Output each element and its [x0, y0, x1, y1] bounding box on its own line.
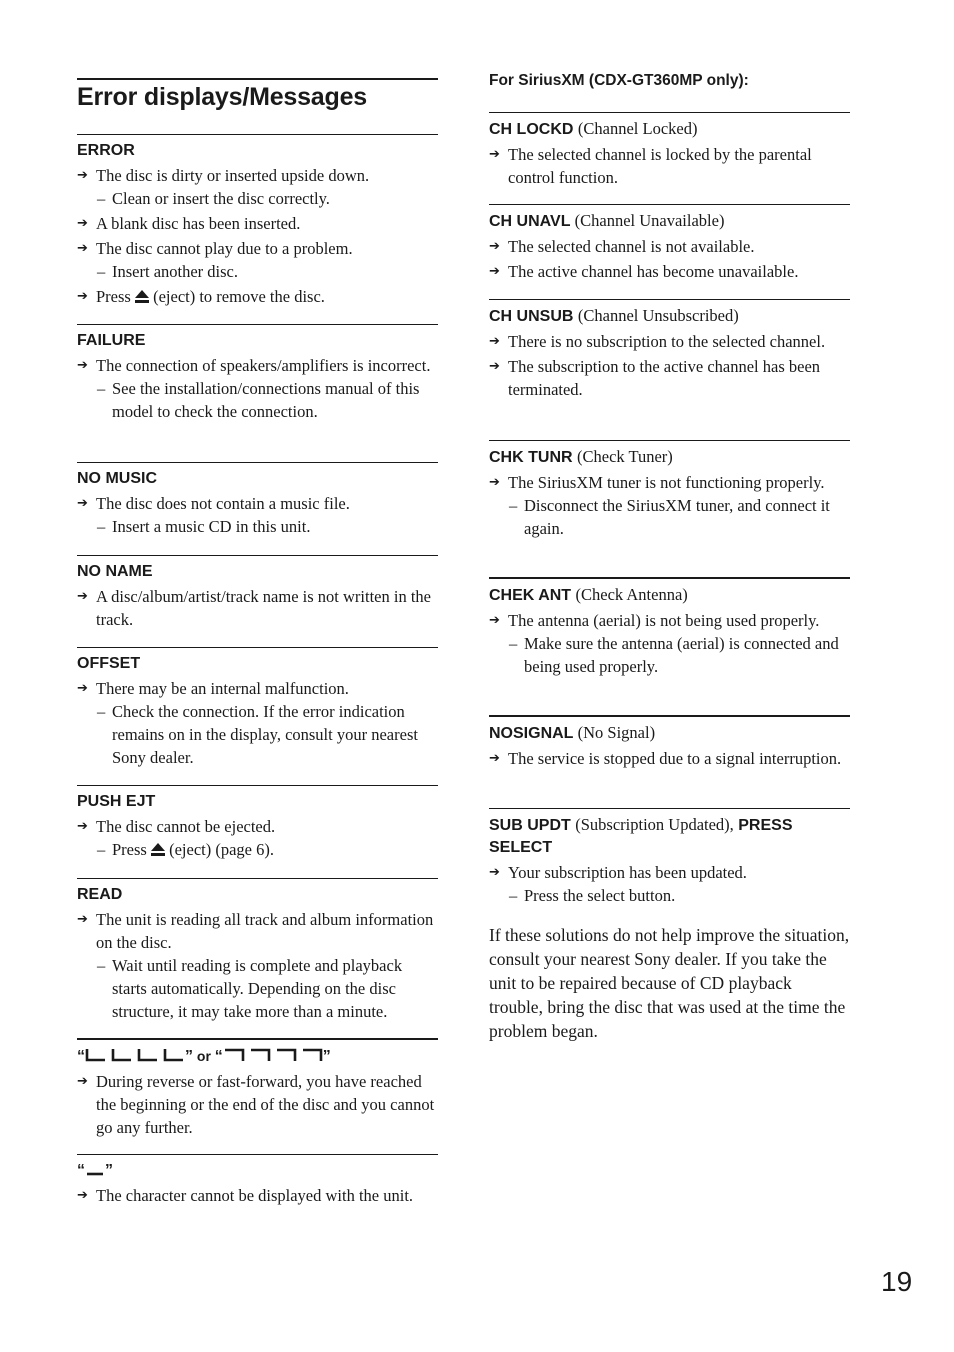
divider	[489, 715, 850, 717]
list-item: ➔ The active channel has become unavailable.	[489, 262, 799, 281]
divider	[77, 555, 438, 556]
section-sub-updt	[489, 808, 850, 907]
section-corner-symbols	[77, 1038, 438, 1139]
list-item: ➔ The antenna (aerial) is not being used properly.	[489, 611, 820, 630]
dash-bullet: –	[97, 517, 106, 536]
section-heading: FAILURE	[77, 332, 146, 349]
dash-bullet: –	[97, 956, 106, 975]
dash-bullet: –	[97, 189, 106, 208]
dash-bullet: –	[97, 702, 106, 721]
section-heading: SUB UPDT (Subscription Updated), PRESS SELECT	[489, 815, 793, 856]
sub-item: – Clean or insert the disc correctly.	[97, 189, 330, 208]
dash-bullet: –	[509, 634, 518, 653]
sub-item: – Check the connection. If the error indication remains on in the display, consult your nearest Sony dealer.	[97, 702, 418, 767]
section-ch-lockd	[489, 112, 850, 189]
section-dash-symbol	[77, 1154, 438, 1207]
divider	[77, 878, 438, 879]
divider	[77, 462, 438, 463]
divider	[489, 299, 850, 300]
divider	[77, 134, 438, 135]
divider	[77, 324, 438, 325]
page-title: Error displays/Messages	[77, 83, 367, 111]
arrow-icon: ➔	[77, 681, 88, 696]
section-heading: CHK TUNR (Check Tuner)	[489, 447, 673, 466]
arrow-icon: ➔	[489, 334, 500, 349]
list-item: ➔ The subscription to the active channel has been terminated.	[489, 357, 821, 399]
section-ch-unsub	[489, 299, 850, 401]
page-number: 19	[881, 1266, 913, 1297]
list-item: ➔ The selected channel is not available.	[489, 237, 755, 256]
arrow-icon: ➔	[489, 865, 500, 880]
dash-bullet: –	[509, 886, 518, 905]
section-heading: “ ” or “ ”	[77, 1048, 331, 1065]
closing-paragraph: If these solutions do not help improve the situation, consult your nearest Sony dealer. If you take the unit to be repaired because of CD playback trouble, bring the disc that was used at the time the problem began.	[489, 925, 850, 1041]
sub-item: – Wait until reading is complete and playback starts automatically. Depending on the disc structure, it may take more than a minute.	[97, 956, 403, 1021]
title-rule	[77, 78, 438, 80]
arrow-icon: ➔	[77, 819, 88, 834]
arrow-icon: ➔	[77, 589, 88, 604]
arrow-icon: ➔	[489, 359, 500, 374]
dash-bullet: –	[509, 496, 518, 515]
list-item: ➔ Press (eject) to remove the disc.	[77, 287, 325, 306]
arrow-icon: ➔	[489, 264, 500, 279]
arrow-icon: ➔	[489, 475, 500, 490]
list-item: ➔ During reverse or fast-forward, you have reached the beginning or the end of the disc and you cannot go any further.	[77, 1072, 435, 1137]
section-heading: PUSH EJT	[77, 793, 156, 810]
list-item: ➔ The service is stopped due to a signal interruption.	[489, 749, 842, 768]
list-item: ➔ The selected channel is locked by the parental control function.	[489, 145, 812, 187]
divider	[489, 112, 850, 113]
sub-item: – Press the select button.	[509, 886, 676, 905]
list-item: ➔ The character cannot be displayed with the unit.	[77, 1186, 414, 1205]
section-failure	[77, 324, 438, 423]
section-heading: CH UNAVL (Channel Unavailable)	[489, 211, 725, 230]
arrow-icon: ➔	[77, 1188, 88, 1203]
arrow-icon: ➔	[489, 147, 500, 162]
list-item: ➔ The disc cannot be ejected.	[77, 817, 276, 836]
sub-item: – Insert another disc.	[97, 262, 238, 281]
divider	[77, 1154, 438, 1155]
segment-low-corner-icon	[85, 1048, 185, 1062]
divider	[489, 204, 850, 205]
arrow-icon: ➔	[489, 751, 500, 766]
sub-item: – Make sure the antenna (aerial) is connected and being used properly.	[509, 634, 839, 676]
section-heading: ERROR	[77, 142, 135, 159]
section-heading: NOSIGNAL (No Signal)	[489, 723, 656, 742]
arrow-icon: ➔	[489, 239, 500, 254]
section-heading: “ ”	[77, 1162, 113, 1179]
eject-icon	[135, 290, 149, 303]
section-heading: CH UNSUB (Channel Unsubscribed)	[489, 306, 739, 325]
list-item: ➔ The SiriusXM tuner is not functioning properly.	[489, 473, 825, 492]
divider	[489, 577, 850, 579]
section-offset	[77, 647, 438, 769]
sub-item: – Insert a music CD in this unit.	[97, 517, 311, 536]
list-item: ➔ A blank disc has been inserted.	[77, 214, 301, 233]
list-item: ➔ Your subscription has been updated.	[489, 863, 747, 882]
list-item: ➔ There is no subscription to the selected channel.	[489, 332, 826, 351]
list-item: ➔ The connection of speakers/amplifiers is incorrect.	[77, 356, 431, 375]
sub-item: – Press (eject) (page 6).	[97, 840, 274, 859]
siriusxm-heading: For SiriusXM (CDX-GT360MP only):	[489, 72, 749, 89]
segment-high-corner-icon	[223, 1048, 323, 1062]
list-item: ➔ The disc is dirty or inserted upside down.	[77, 166, 370, 185]
section-heading: CH LOCKD (Channel Locked)	[489, 119, 698, 138]
list-item: ➔ A disc/album/artist/track name is not written in the track.	[77, 587, 431, 629]
arrow-icon: ➔	[77, 216, 88, 231]
segment-dash-icon	[85, 1162, 105, 1176]
section-error	[77, 134, 438, 308]
sub-item: – See the installation/connections manual of this model to check the connection.	[97, 379, 420, 421]
arrow-icon: ➔	[77, 496, 88, 511]
arrow-icon: ➔	[77, 168, 88, 183]
divider	[77, 647, 438, 648]
divider	[77, 1038, 438, 1040]
section-ch-unavl	[489, 204, 850, 283]
arrow-icon: ➔	[77, 1074, 88, 1089]
section-no-name	[77, 555, 438, 631]
section-heading: NO MUSIC	[77, 470, 157, 487]
divider	[489, 808, 850, 809]
section-heading: CHEK ANT (Check Antenna)	[489, 585, 688, 604]
section-chk-tunr	[489, 440, 850, 540]
section-push-ejt	[77, 785, 438, 861]
list-item: ➔ There may be an internal malfunction.	[77, 679, 349, 698]
dash-bullet: –	[97, 840, 106, 859]
eject-icon	[151, 843, 165, 856]
dash-bullet: –	[97, 379, 106, 398]
list-item: ➔ The disc cannot play due to a problem.	[77, 239, 353, 258]
list-item: ➔ The unit is reading all track and album information on the disc.	[77, 910, 434, 952]
sub-item: – Disconnect the SiriusXM tuner, and connect it again.	[509, 496, 830, 538]
section-read	[77, 878, 438, 1023]
section-chek-ant	[489, 577, 850, 678]
dash-bullet: –	[97, 262, 106, 281]
arrow-icon: ➔	[77, 289, 88, 304]
arrow-icon: ➔	[77, 241, 88, 256]
arrow-icon: ➔	[77, 912, 88, 927]
divider	[489, 440, 850, 441]
section-no-music	[77, 462, 438, 538]
arrow-icon: ➔	[77, 358, 88, 373]
arrow-icon: ➔	[489, 613, 500, 628]
list-item: ➔ The disc does not contain a music file.	[77, 494, 350, 513]
section-heading: NO NAME	[77, 563, 153, 580]
section-heading: OFFSET	[77, 655, 141, 672]
divider	[77, 785, 438, 786]
section-nosignal	[489, 715, 850, 770]
section-heading: READ	[77, 886, 123, 903]
